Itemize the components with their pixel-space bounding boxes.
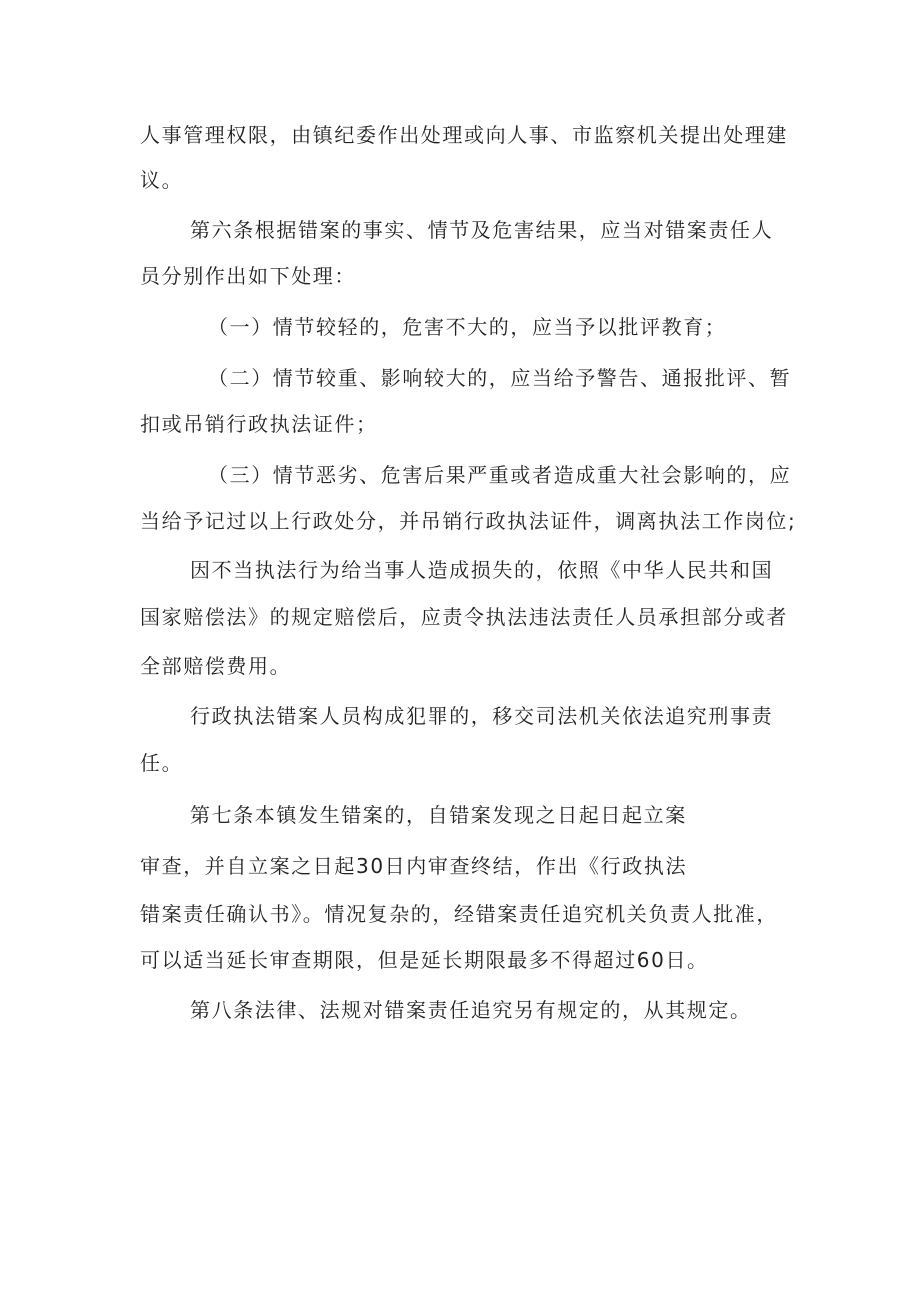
list-item-3: （三）情节恶劣、危害后果严重或者造成重大社会影响的，应 (208, 463, 792, 487)
text-line: 全部赔偿费用。 (140, 654, 292, 678)
article-7-heading: 第七条本镇发生错案的，自错案发现之日起日起立案 (190, 803, 687, 827)
text-line: 人事管理权限，由镇纪委作出处理或向人事、市监察机关提出处理建 (140, 123, 788, 147)
text-line: 当给予记过以上行政处分，并吊销行政执法证件，调离执法工作岗位; (140, 509, 797, 533)
text-line: 扣或吊销行政执法证件； (140, 412, 378, 436)
list-item-1: （一）情节较轻的，危害不大的，应当予以批评教育； (208, 315, 727, 339)
text-line: 员分别作出如下处理： (140, 264, 356, 288)
article-6-heading: 第六条根据错案的事实、情节及危害结果，应当对错案责任人 (190, 218, 774, 242)
list-item-2: （二）情节较重、影响较大的，应当给予警告、通报批评、暂 (208, 366, 792, 390)
text-line: 可以适当延长审查期限，但是延长期限最多不得超过60日。 (140, 948, 709, 972)
text-line: 审查，并自立案之日起30日内审查终结，作出《行政执法 (140, 854, 688, 878)
article-8-heading: 第八条法律、法规对错案责任追究另有规定的，从其规定。 (190, 998, 752, 1022)
text-line: 议。 (140, 168, 184, 192)
text-line: 国家赔偿法》的规定赔偿后，应责令执法违法责任人员承担部分或者 (140, 605, 788, 629)
paragraph-criminal: 行政执法错案人员构成犯罪的，移交司法机关依法追究刑事责 (190, 704, 774, 728)
paragraph-compensation: 因不当执法行为给当事人造成损失的，依照《中华人民共和国 (190, 558, 774, 582)
text-line: 任。 (140, 751, 184, 775)
text-line: 错案责任确认书》。情况复杂的，经错案责任追究机关负责人批准， (140, 902, 778, 926)
